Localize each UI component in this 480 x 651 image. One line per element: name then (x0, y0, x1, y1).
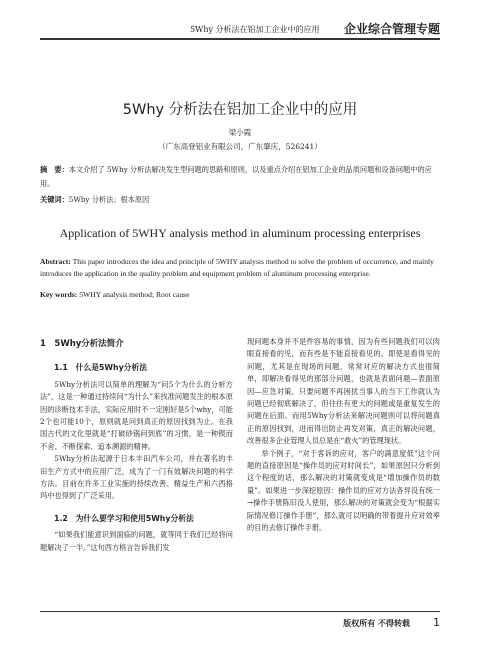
author: 梁小霞 (228, 128, 252, 137)
keywords-cn (40, 195, 440, 205)
keywords-cn-text: 5Why 分析法；根本原因 (68, 195, 150, 204)
keywords-en-label: Key words: (40, 290, 78, 299)
keywords-en (40, 290, 440, 299)
page-footer (40, 611, 440, 629)
paper-title: 5Why 分析法在铝加工企业中的应用 (122, 102, 358, 118)
abstract-en-text: This paper introduces the idea and principle of 5WHY analysis method to solve the problem of occurrence, and mainly introduces the application in the quality problem and equipment problem of aluminum processing enterprise. (40, 257, 434, 278)
header-rule (40, 38, 440, 40)
paper-title-en: Application of 5WHY analysis method in aluminum processing enterprises (59, 226, 421, 240)
section-heading: 1 5Why分析法简介 (40, 339, 124, 349)
paragraph: “如果我们能意识到面临的问题，就等同于我们已经将问题解决了一半。”这句西方格言告诉我们发 (40, 530, 233, 552)
footer-rule (40, 611, 440, 612)
abstract-cn-text: 本文介绍了 5Why 分析法解决发生型问题的思路和原则，以及重点介绍在铝加工企业的品质问题和设备问题中的应用。 (40, 165, 432, 188)
copyright-notice: 版权所有 不得转载 (343, 618, 410, 628)
left-column (40, 336, 233, 554)
abstract-en-label: Abstract: (40, 257, 71, 266)
keywords-en-text: 5WHY analysis method; Root cause (79, 290, 190, 299)
abstract-cn (40, 163, 440, 191)
column-name: 企业综合管理专题 (343, 22, 440, 36)
paragraph: 现问题本身并不是件容易的事情，因为有些问题我们可以肉眼直接看的见，而有些是不能直接看见的。即使是看得见的问题，尤其是在现场的问题，常常对应的解决方式也很简单，即解决看得见的那部分问题，也就是表面问题—表面原因—应急对策，只要问题不再困扰当事人的当下工作就认为问题已经彻底解决了，但往往有更大的问题或是重复发生的问题在后面。而用5Why分析法来解决问题则可以将问题真正的原因找到，进而得出防止再发对策，真正的解决问题，改善很多企业管理人员总是在“救火”的管理现状。 (247, 337, 440, 446)
page-header (40, 14, 440, 40)
keywords-cn-label: 关键词： (40, 195, 69, 204)
subsection-heading: 1.2 为什么要学习和使用5Why分析法 (54, 513, 194, 523)
paragraph: 5Why分析法可以简单的理解为“问5个为什么的分析方法”，这是一种通过持续问“为什么”来找准问题发生的根本原因的诊断技术手法，实际应用时不一定刚好是5个why，可能2个也可能10个，原则就是问到真正的原因找到为止。在我国古代的文化里就是“打破砂锅问到底”的习惯，是一种锲而不舍、不断探索、追本溯源的精神。 (40, 379, 233, 451)
abstract-en (40, 256, 440, 280)
affiliation: （广东高登铝业有限公司，广东肇庆，526241） (158, 142, 322, 151)
abstract-cn-label: 摘 要： (40, 165, 69, 174)
right-column (247, 336, 440, 535)
running-title: 5Why 分析法在铝加工企业中的应用 (190, 25, 320, 34)
page-number: 1 (433, 616, 440, 629)
subsection-heading: 1.1 什么是5Why分析法 (54, 363, 148, 373)
paragraph: 5Why分析法起源于日本丰田汽车公司，并在著名的丰田生产方式中的应用广泛，成为了一门有效解决问题的科学方法。目前在许多工业实施的持续改善、精益生产和六西格玛中也得到了广泛采用。 (40, 454, 233, 501)
paragraph: 举个例子，“对于客诉的应对，客户的满意度低”这个问题的直接原因是“操作员的应对时间长”，如果原因只分析到这个程度的话，那么解决的对策就变成是“增加操作员的数量”。如果进一步深挖原因：操作员的应对方法各异没有统一→操作手册陈旧没人使用，那么解决的对策就会变为“根据实际情况修订操作手册”，那么就可以明确的带着提升应对效率的目的去修订操作手册。 (247, 448, 440, 533)
